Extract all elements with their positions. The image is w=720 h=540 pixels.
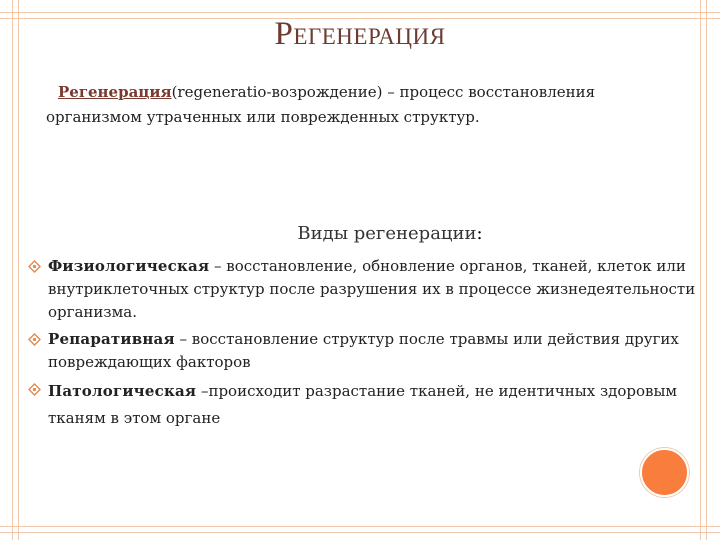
types-list — [48, 255, 698, 436]
frame-line-bottom — [0, 532, 720, 533]
type-term: Физиологическая — [48, 257, 210, 275]
frame-line-top — [0, 12, 720, 13]
frame-line-left — [12, 0, 13, 540]
frame-line-right-inner — [700, 0, 701, 540]
frame-line-left-inner — [18, 0, 19, 540]
types-heading-text: Виды регенерации — [297, 223, 477, 244]
slide-title — [0, 16, 720, 53]
type-desc: – восстановление, обновление органов, тканей, клеток или внутриклеточных структур после разрушения их в процессе жизнедеятельности организма. — [48, 257, 696, 321]
type-desc: – восстановление структур после травмы или действия других повреждающих факторов — [48, 330, 679, 371]
frame-line-bottom-inner — [0, 526, 720, 527]
diamond-bullet-icon — [28, 333, 41, 346]
orange-circle-decoration — [640, 448, 689, 497]
list-item — [48, 378, 698, 432]
list-item — [48, 328, 698, 374]
frame-line-right — [706, 0, 707, 540]
type-term: Патологическая — [48, 382, 197, 400]
definition-term: Регенерация — [58, 83, 172, 101]
definition-text: (regeneratio-возрождение) – процесс восстановления организмом утраченных или поврежденных структур. — [46, 83, 596, 126]
types-heading-colon: : — [476, 223, 483, 244]
title-first-letter: Р — [274, 16, 294, 52]
type-term: Репаративная — [48, 330, 175, 348]
diamond-bullet-icon — [28, 383, 41, 396]
list-item — [48, 255, 698, 324]
diamond-bullet-icon — [28, 260, 41, 273]
title-rest: ЕГЕНЕРАЦИЯ — [293, 24, 446, 49]
types-heading — [0, 223, 720, 244]
definition-paragraph — [46, 80, 666, 130]
type-desc: –происходит разрастание тканей, не идентичных здоровым тканям в этом органе — [48, 382, 678, 427]
